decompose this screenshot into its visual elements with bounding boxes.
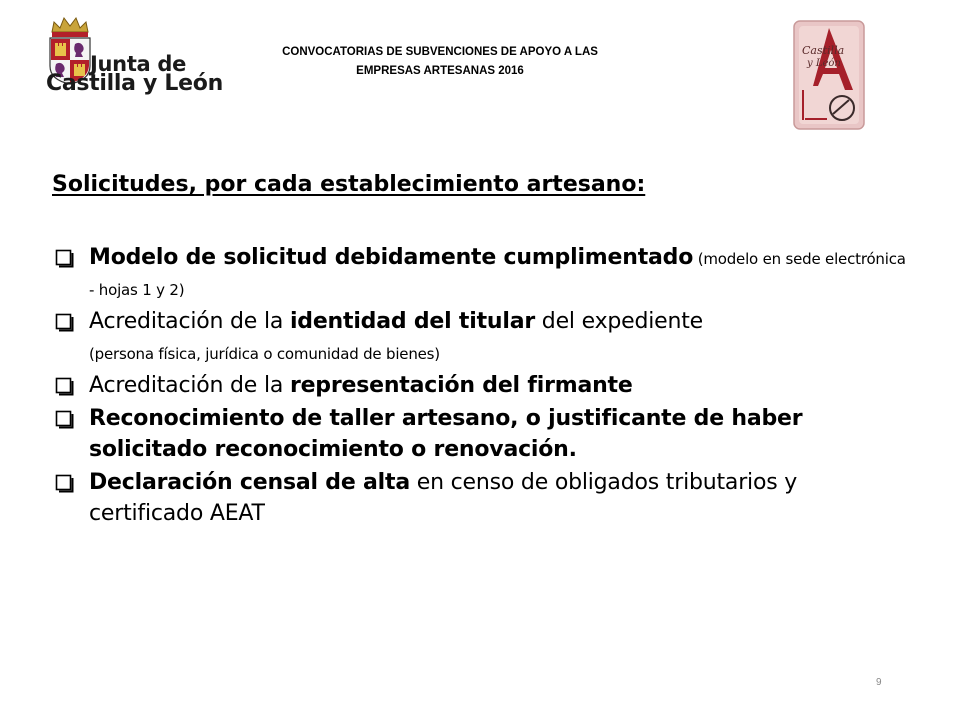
checkbox-bullet-icon xyxy=(55,474,72,491)
item-text: Acreditación de la xyxy=(89,309,290,334)
list-item xyxy=(52,242,912,304)
header-title-line2: EMPRESAS ARTESANAS 2016 xyxy=(356,65,524,77)
header-title xyxy=(240,43,640,81)
header-title-line1: CONVOCATORIAS DE SUBVENCIONES DE APOYO A LAS xyxy=(282,46,598,58)
badge-text-line1: Castilla xyxy=(802,44,845,57)
item-bold-text: Modelo de solicitud debidamente cumplimentado xyxy=(89,245,694,270)
item-text-tail: en censo de obligados tributarios y certificado AEAT xyxy=(89,470,798,526)
artesania-castilla-leon-logo xyxy=(793,20,865,130)
badge-text-line2: y León xyxy=(807,58,841,69)
item-bold-text: identidad del titular xyxy=(289,309,536,334)
item-bold-text: Declaración censal de alta xyxy=(89,470,410,495)
checkbox-bullet-icon xyxy=(55,377,72,394)
org-name-line2: Castilla y León xyxy=(46,71,223,96)
section-heading: Solicitudes, por cada establecimiento artesano: xyxy=(52,172,646,197)
list-item xyxy=(52,306,912,368)
item-bold-text: representación del firmante xyxy=(289,373,633,398)
checkbox-bullet-icon xyxy=(55,410,72,427)
checkbox-bullet-icon xyxy=(55,249,72,266)
page-number: 9 xyxy=(876,677,882,688)
item-text-tail: del expediente xyxy=(535,309,703,334)
item-bold-text: Reconocimiento de taller artesano, o justificante de haber solicitado reconocimiento o renovación. xyxy=(89,406,803,462)
requirements-list xyxy=(52,242,912,529)
list-item xyxy=(52,467,912,529)
item-text: Acreditación de la xyxy=(89,373,290,398)
checkbox-bullet-icon xyxy=(55,313,72,330)
item-note: (modelo en sede electrónica - hojas 1 y 2) xyxy=(89,250,906,299)
list-item xyxy=(52,370,912,401)
junta-castilla-leon-logo xyxy=(44,14,223,104)
item-note: (persona física, jurídica o comunidad de bienes) xyxy=(89,345,440,363)
org-name xyxy=(46,52,223,96)
org-name-line1: Junta de xyxy=(90,52,187,76)
list-item xyxy=(52,403,912,465)
